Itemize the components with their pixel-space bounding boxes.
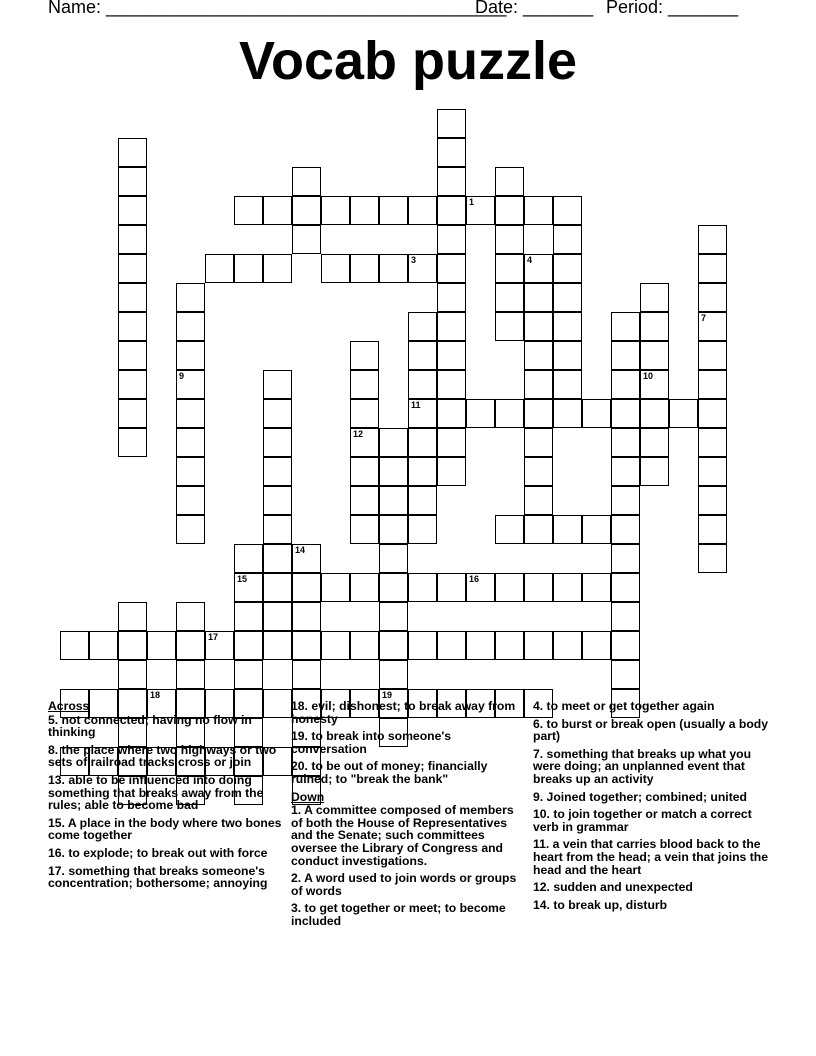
- crossword-cell[interactable]: [524, 341, 553, 370]
- clue-number: 14.: [533, 897, 550, 912]
- clue-section-heading: Across: [48, 699, 90, 713]
- crossword-cell[interactable]: [524, 573, 553, 602]
- crossword-cell[interactable]: [321, 631, 350, 660]
- crossword-cell[interactable]: [698, 457, 727, 486]
- crossword-cell[interactable]: [611, 486, 640, 515]
- clue-number: 18.: [291, 699, 308, 713]
- clue-item: [291, 872, 527, 897]
- crossword-cell[interactable]: [292, 196, 321, 225]
- clue-text: a vein that carries blood back to the heart from the head; a vein that joins the head and the heart: [533, 837, 768, 877]
- clue-item: [533, 718, 769, 743]
- crossword-cell[interactable]: [379, 457, 408, 486]
- clue-number: 11.: [533, 837, 550, 852]
- crossword-cell[interactable]: [118, 602, 147, 631]
- crossword-cell[interactable]: [118, 631, 147, 660]
- crossword-cell[interactable]: [176, 341, 205, 370]
- crossword-cell[interactable]: [350, 399, 379, 428]
- clue-text: evil; dishonest; to break away from honesty: [291, 699, 516, 726]
- crossword-cell[interactable]: [263, 631, 292, 660]
- crossword-cell[interactable]: [263, 428, 292, 457]
- clue-text: to get together or meet; to become included: [291, 901, 506, 928]
- crossword-cell[interactable]: [263, 254, 292, 283]
- crossword-cell[interactable]: [408, 399, 437, 428]
- crossword-cell[interactable]: [321, 196, 350, 225]
- crossword-cell[interactable]: [495, 631, 524, 660]
- crossword-cell[interactable]: [118, 196, 147, 225]
- clue-number: 2.: [291, 871, 302, 886]
- clue-text: to join together or match a correct verb in grammar: [533, 807, 752, 834]
- crossword-cell[interactable]: [292, 573, 321, 602]
- crossword-cell[interactable]: [321, 254, 350, 283]
- crossword-cell[interactable]: [582, 399, 611, 428]
- clue-text: to explode; to break out with force: [64, 845, 268, 860]
- clue-text: something that breaks someone's concentration; bothersome; annoying: [48, 863, 268, 891]
- crossword-cell[interactable]: [118, 312, 147, 341]
- crossword-cell[interactable]: [640, 428, 669, 457]
- crossword-cell[interactable]: [698, 399, 727, 428]
- crossword-cell[interactable]: [147, 631, 176, 660]
- crossword-cell[interactable]: [495, 283, 524, 312]
- clue-number: 5.: [48, 712, 59, 727]
- crossword-cell[interactable]: [611, 573, 640, 602]
- crossword-cell[interactable]: [698, 312, 727, 341]
- crossword-cell[interactable]: [321, 573, 350, 602]
- clue-number: 7.: [533, 746, 544, 761]
- crossword-cell[interactable]: [437, 138, 466, 167]
- crossword-cell[interactable]: [553, 370, 582, 399]
- clue-number-label: 14: [295, 545, 306, 555]
- crossword-cell[interactable]: [118, 167, 147, 196]
- crossword-cell[interactable]: [234, 196, 263, 225]
- crossword-cell[interactable]: [495, 167, 524, 196]
- crossword-cell[interactable]: [640, 341, 669, 370]
- crossword-cell[interactable]: [669, 399, 698, 428]
- crossword-cell[interactable]: [379, 544, 408, 573]
- crossword-cell[interactable]: [582, 631, 611, 660]
- clue-text: to break into someone's conversation: [291, 729, 452, 756]
- clue-number-label: 19: [382, 690, 393, 700]
- crossword-cell[interactable]: [205, 254, 234, 283]
- crossword-cell[interactable]: [176, 602, 205, 631]
- clue-number-label: 11: [411, 400, 421, 410]
- clue-section-heading: Down: [291, 789, 325, 804]
- crossword-cell[interactable]: [292, 602, 321, 631]
- clue-number: 17.: [48, 863, 65, 878]
- crossword-cell[interactable]: [640, 370, 669, 399]
- page-title: Vocab puzzle: [238, 31, 578, 91]
- crossword-cell[interactable]: [698, 486, 727, 515]
- clue-number-label: 18: [150, 690, 161, 700]
- clue-item: [533, 899, 769, 912]
- clue-number: 12.: [533, 880, 550, 895]
- crossword-cell[interactable]: [292, 544, 321, 573]
- crossword-cell[interactable]: [379, 254, 408, 283]
- crossword-cell[interactable]: [611, 602, 640, 631]
- clues-column-3: [533, 700, 769, 916]
- crossword-cell[interactable]: [466, 196, 495, 225]
- crossword-cell[interactable]: [640, 283, 669, 312]
- crossword-cell[interactable]: [263, 457, 292, 486]
- crossword-cell[interactable]: [553, 196, 582, 225]
- clue-text: to burst or break open (usually a body part): [533, 716, 768, 744]
- crossword-cell[interactable]: [611, 660, 640, 689]
- crossword-cell[interactable]: [176, 457, 205, 486]
- clue-number-label: 4: [527, 255, 533, 265]
- crossword-cell[interactable]: [408, 486, 437, 515]
- crossword-cell[interactable]: [437, 283, 466, 312]
- clue-item: [48, 744, 284, 769]
- crossword-cell[interactable]: [118, 428, 147, 457]
- crossword-cell[interactable]: [408, 341, 437, 370]
- crossword-cell[interactable]: [234, 544, 263, 573]
- crossword-cell[interactable]: [437, 196, 466, 225]
- crossword-cell[interactable]: [437, 225, 466, 254]
- crossword-cell[interactable]: [234, 602, 263, 631]
- crossword-cell[interactable]: [495, 399, 524, 428]
- crossword-cell[interactable]: [118, 341, 147, 370]
- crossword-cell[interactable]: [611, 341, 640, 370]
- clue-number: 3.: [291, 901, 302, 916]
- crossword-cell[interactable]: [408, 312, 437, 341]
- clue-number-label: 3: [411, 255, 417, 265]
- crossword-cell[interactable]: [640, 312, 669, 341]
- crossword-cell[interactable]: [466, 573, 495, 602]
- clue-number: 16.: [48, 845, 65, 860]
- crossword-cell[interactable]: [263, 196, 292, 225]
- crossword-cell[interactable]: [118, 225, 147, 254]
- crossword-cell[interactable]: [553, 573, 582, 602]
- crossword-cell[interactable]: [553, 341, 582, 370]
- crossword-cell[interactable]: [524, 428, 553, 457]
- crossword-cell[interactable]: [408, 631, 437, 660]
- crossword-cell[interactable]: [379, 196, 408, 225]
- crossword-cell[interactable]: [350, 515, 379, 544]
- clues-column-1: [48, 700, 284, 895]
- clue-text: A word used to join words or groups of words: [291, 871, 517, 898]
- crossword-cell[interactable]: [263, 544, 292, 573]
- crossword-cell[interactable]: [350, 254, 379, 283]
- crossword-cell[interactable]: [292, 631, 321, 660]
- crossword-cell[interactable]: [350, 370, 379, 399]
- crossword-cell[interactable]: [292, 167, 321, 196]
- crossword-cell[interactable]: [553, 254, 582, 283]
- crossword-cell[interactable]: [118, 370, 147, 399]
- crossword-cell[interactable]: [176, 399, 205, 428]
- crossword-cell[interactable]: [611, 515, 640, 544]
- crossword-cell[interactable]: [118, 399, 147, 428]
- crossword-cell[interactable]: [524, 196, 553, 225]
- clue-number: 19.: [291, 729, 308, 744]
- clue-item: [533, 700, 769, 713]
- clue-text: A place in the body where two bones come together: [48, 815, 282, 843]
- crossword-cell[interactable]: [379, 428, 408, 457]
- crossword-cell[interactable]: [408, 196, 437, 225]
- clue-item: [48, 774, 284, 812]
- crossword-cell[interactable]: [437, 341, 466, 370]
- crossword-cell[interactable]: [176, 631, 205, 660]
- crossword-cell[interactable]: [495, 573, 524, 602]
- crossword-cell[interactable]: [524, 399, 553, 428]
- name-field[interactable]: Name: ________________________________________: [48, 0, 507, 17]
- clue-number-label: 1: [469, 197, 475, 207]
- clue-text: not connected; having no flow in thinking: [48, 712, 252, 740]
- crossword-cell[interactable]: [379, 660, 408, 689]
- crossword-cell[interactable]: [553, 399, 582, 428]
- crossword-cell[interactable]: [350, 486, 379, 515]
- clue-number-label: 7: [701, 313, 707, 323]
- crossword-cell[interactable]: [379, 515, 408, 544]
- clue-number: 8.: [48, 742, 59, 757]
- crossword-cell[interactable]: [524, 486, 553, 515]
- crossword-cell[interactable]: [495, 196, 524, 225]
- crossword-cell[interactable]: [118, 660, 147, 689]
- clue-text: able to be influenced into doing something that breaks away from the rules; able to become bad: [48, 772, 264, 813]
- crossword-cell[interactable]: [408, 515, 437, 544]
- clue-item: [533, 881, 769, 894]
- crossword-cell[interactable]: [524, 254, 553, 283]
- crossword-cell[interactable]: [582, 515, 611, 544]
- crossword-cell[interactable]: [408, 457, 437, 486]
- clue-number-label: 12: [353, 429, 364, 439]
- crossword-cell[interactable]: [437, 254, 466, 283]
- clue-number: 1.: [291, 803, 302, 818]
- crossword-cell[interactable]: [350, 573, 379, 602]
- clue-number: 10.: [533, 807, 550, 822]
- crossword-cell[interactable]: [437, 312, 466, 341]
- clue-text: A committee composed of members of both the House of Representatives and the Senate; such committees oversee the Library of Congress and conduct investigations.: [291, 803, 514, 868]
- crossword-cell[interactable]: [408, 573, 437, 602]
- clue-item: [533, 838, 769, 876]
- clue-text: something that breaks up what you were doing; an unplanned event that breaks up an activity: [533, 746, 752, 786]
- crossword-cell[interactable]: [350, 196, 379, 225]
- crossword-cell[interactable]: [263, 370, 292, 399]
- crossword-cell[interactable]: [524, 370, 553, 399]
- crossword-cell[interactable]: [408, 370, 437, 399]
- crossword-cell[interactable]: [640, 457, 669, 486]
- crossword-cell[interactable]: [495, 515, 524, 544]
- crossword-cell[interactable]: [205, 631, 234, 660]
- crossword-cell[interactable]: [611, 631, 640, 660]
- clue-item: [291, 760, 527, 785]
- crossword-cell[interactable]: [524, 457, 553, 486]
- crossword-cell[interactable]: [408, 254, 437, 283]
- crossword-cell[interactable]: [89, 631, 118, 660]
- crossword-cell[interactable]: [263, 399, 292, 428]
- crossword-cell[interactable]: [437, 428, 466, 457]
- crossword-cell[interactable]: [437, 167, 466, 196]
- crossword-cell[interactable]: [234, 573, 263, 602]
- crossword-cell[interactable]: [437, 370, 466, 399]
- crossword-cell[interactable]: [495, 254, 524, 283]
- crossword-cell[interactable]: [60, 631, 89, 660]
- crossword-cell[interactable]: [176, 312, 205, 341]
- clue-item: [533, 808, 769, 833]
- period-field[interactable]: Period: _______: [606, 0, 739, 17]
- crossword-cell[interactable]: [379, 631, 408, 660]
- crossword-cell[interactable]: [118, 254, 147, 283]
- crossword-cell[interactable]: [495, 312, 524, 341]
- clue-item: [48, 865, 284, 890]
- clue-text: to meet or get together again: [543, 699, 715, 713]
- clue-text: to break up, disturb: [549, 897, 668, 912]
- crossword-cell[interactable]: [408, 428, 437, 457]
- clue-number-label: 16: [469, 574, 480, 584]
- crossword-cell[interactable]: [698, 283, 727, 312]
- clue-text: to be out of money; financially ruined; to "break the bank": [291, 759, 488, 786]
- crossword-cell[interactable]: [698, 428, 727, 457]
- crossword-cell[interactable]: [176, 428, 205, 457]
- crossword-cell[interactable]: [176, 370, 205, 399]
- crossword-cell[interactable]: [553, 631, 582, 660]
- crossword-cell[interactable]: [379, 573, 408, 602]
- crossword-cell[interactable]: [640, 399, 669, 428]
- crossword-cell[interactable]: [263, 515, 292, 544]
- crossword-cell[interactable]: [611, 428, 640, 457]
- crossword-cell[interactable]: [437, 399, 466, 428]
- crossword-cell[interactable]: [698, 370, 727, 399]
- date-field[interactable]: Date: _______: [475, 0, 594, 17]
- crossword-cell[interactable]: [611, 399, 640, 428]
- crossword-cell[interactable]: [263, 486, 292, 515]
- crossword-cell[interactable]: [466, 399, 495, 428]
- clue-item: [291, 700, 527, 725]
- crossword-cell[interactable]: [234, 660, 263, 689]
- crossword-cell[interactable]: [234, 631, 263, 660]
- clue-number: 15.: [48, 815, 65, 830]
- crossword-cell[interactable]: [698, 225, 727, 254]
- crossword-cell[interactable]: [350, 457, 379, 486]
- crossword-cell[interactable]: [176, 660, 205, 689]
- clue-item: [533, 748, 769, 786]
- crossword-cell[interactable]: [118, 283, 147, 312]
- crossword-cell[interactable]: [582, 573, 611, 602]
- crossword-cell[interactable]: [553, 515, 582, 544]
- crossword-cell[interactable]: [350, 428, 379, 457]
- crossword-cell[interactable]: [437, 631, 466, 660]
- crossword-cell[interactable]: [524, 515, 553, 544]
- crossword-cell[interactable]: [350, 631, 379, 660]
- clue-item: [291, 804, 527, 867]
- crossword-cell[interactable]: [698, 515, 727, 544]
- crossword-cell[interactable]: [524, 312, 553, 341]
- clue-item: [533, 791, 769, 804]
- crossword-cell[interactable]: [176, 486, 205, 515]
- clue-item: [48, 817, 284, 842]
- crossword-cell[interactable]: [495, 225, 524, 254]
- clue-number-label: 17: [208, 632, 219, 642]
- crossword-cell[interactable]: [437, 109, 466, 138]
- crossword-cell[interactable]: [263, 573, 292, 602]
- clue-text: sudden and unexpected: [549, 880, 693, 895]
- crossword-cell[interactable]: [698, 254, 727, 283]
- clue-text: Joined together; combined; united: [543, 789, 747, 804]
- crossword-cell[interactable]: [524, 631, 553, 660]
- crossword-cell[interactable]: [379, 486, 408, 515]
- clue-item: [291, 902, 527, 927]
- crossword-cell[interactable]: [118, 138, 147, 167]
- crossword-cell[interactable]: [292, 225, 321, 254]
- crossword-cell[interactable]: [524, 283, 553, 312]
- crossword-cell[interactable]: [350, 341, 379, 370]
- crossword-cell[interactable]: [437, 457, 466, 486]
- clue-number: 9.: [533, 789, 544, 804]
- crossword-cell[interactable]: [263, 602, 292, 631]
- clue-item: [48, 847, 284, 860]
- clue-number: 4.: [533, 699, 544, 713]
- crossword-cell[interactable]: [698, 341, 727, 370]
- crossword-cell[interactable]: [379, 602, 408, 631]
- crossword-cell[interactable]: [698, 544, 727, 573]
- clue-item: [48, 714, 284, 739]
- crossword-cell[interactable]: [292, 660, 321, 689]
- crossword-cell[interactable]: [437, 573, 466, 602]
- crossword-cell[interactable]: [176, 515, 205, 544]
- clue-number-label: 9: [179, 371, 185, 381]
- clue-number: 13.: [48, 772, 65, 787]
- clue-text: the place where two highways or two sets of railroad tracks cross or join: [48, 742, 277, 770]
- crossword-cell[interactable]: [611, 312, 640, 341]
- clue-number: 20.: [291, 759, 308, 774]
- crossword-cell[interactable]: [553, 225, 582, 254]
- clue-item: [291, 730, 527, 755]
- clues-column-2: [291, 700, 527, 933]
- crossword-cell[interactable]: [611, 544, 640, 573]
- clue-number-label: 15: [237, 574, 248, 584]
- crossword-cell[interactable]: [553, 312, 582, 341]
- crossword-cell[interactable]: [553, 283, 582, 312]
- crossword-cell[interactable]: [611, 457, 640, 486]
- crossword-cell[interactable]: [234, 254, 263, 283]
- crossword-cell[interactable]: [611, 370, 640, 399]
- crossword-cell[interactable]: [176, 283, 205, 312]
- clue-number-label: 10: [643, 371, 654, 381]
- clue-number: 6.: [533, 716, 544, 731]
- crossword-cell[interactable]: [466, 631, 495, 660]
